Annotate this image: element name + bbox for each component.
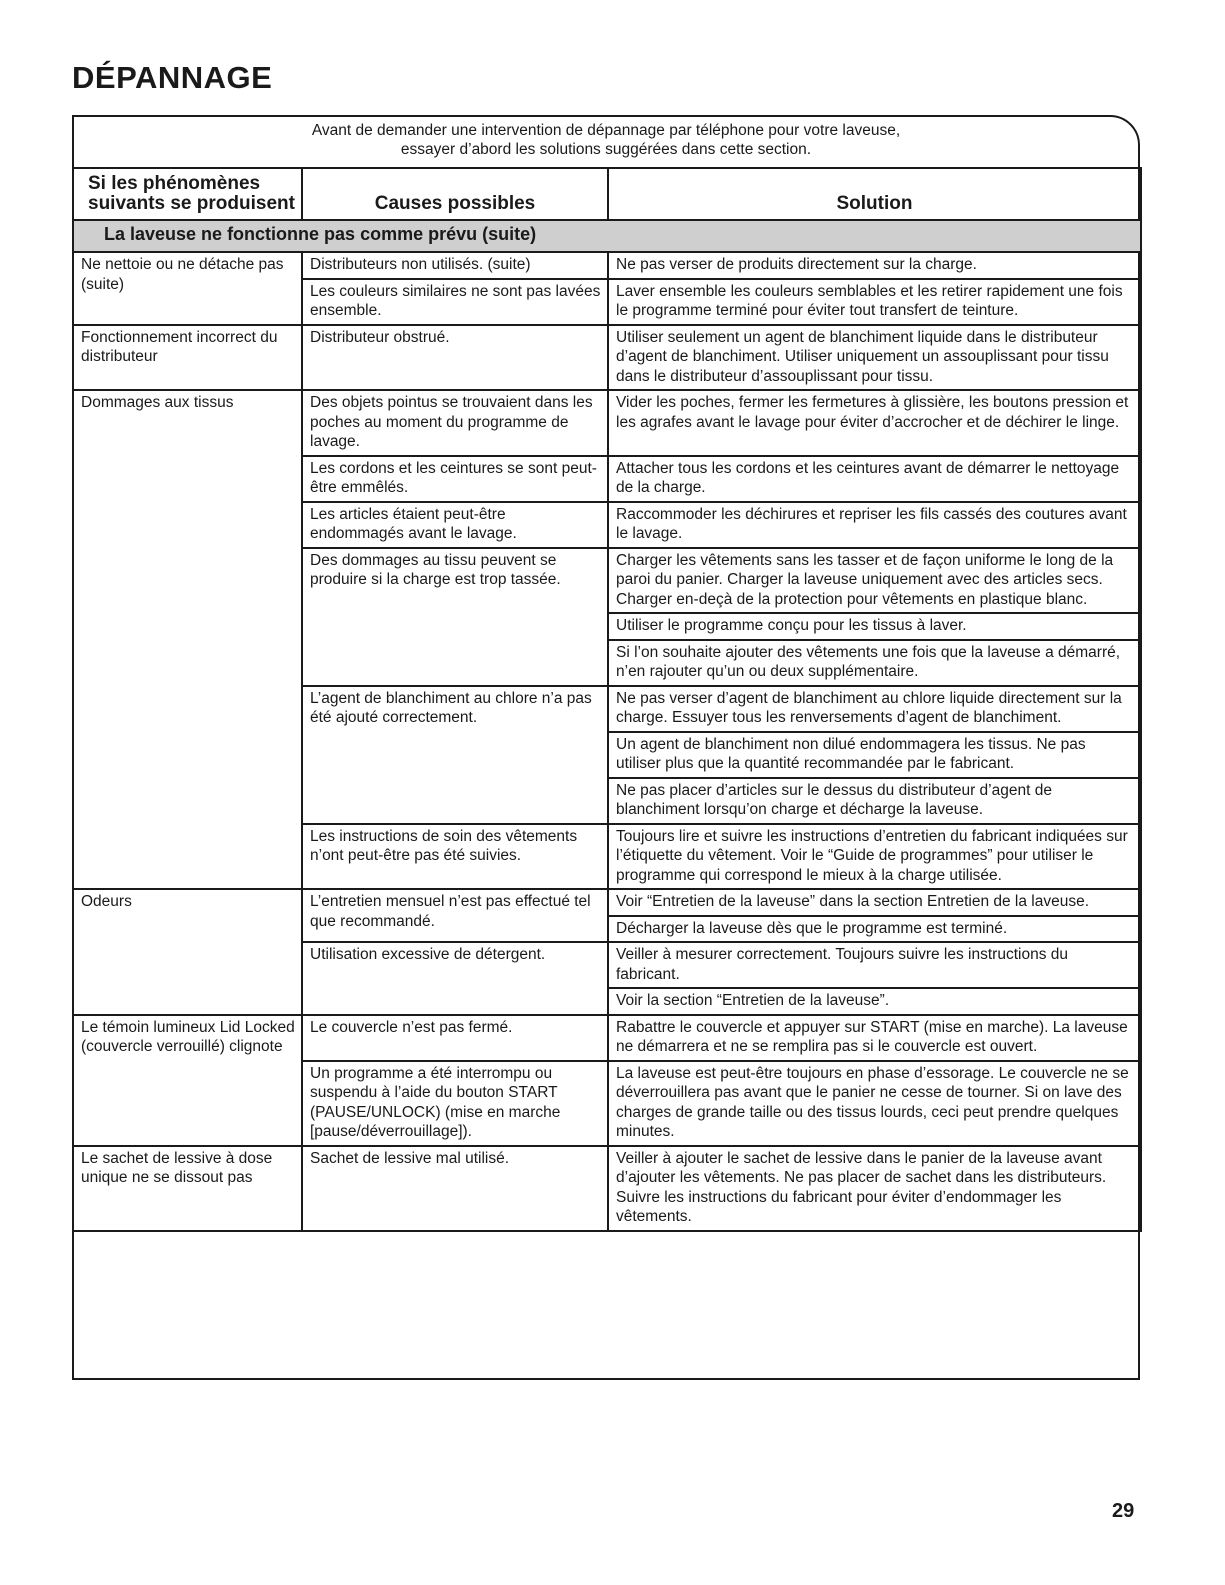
cause-cell: Les couleurs similaires ne sont pas lavées ensemble. bbox=[302, 279, 608, 325]
cause-cell: L’entretien mensuel n’est pas effectué tel que recommandé. bbox=[302, 889, 608, 942]
solution-cell: Décharger la laveuse dès que le programme est terminé. bbox=[608, 916, 1141, 943]
table-header-row bbox=[73, 168, 1141, 220]
solution-cell: Voir la section “Entretien de la laveuse”. bbox=[608, 988, 1141, 1015]
problem-cell: Ne nettoie ou ne détache pas (suite) bbox=[73, 252, 302, 325]
cause-cell: Des dommages au tissu peuvent se produire si la charge est trop tassée. bbox=[302, 548, 608, 686]
intro-line-1: Avant de demander une intervention de dépannage par téléphone pour votre laveuse, bbox=[311, 122, 901, 139]
solution-cell: Toujours lire et suivre les instructions d’entretien du fabricant indiquées sur l’étiquette du vêtement. Voir le “Guide de programmes” pour utiliser le programme qui correspond le mieux à la charge utilisée. bbox=[608, 824, 1141, 890]
intro-text bbox=[74, 121, 1138, 159]
page-number: 29 bbox=[1112, 1500, 1135, 1522]
solution-cell: Utiliser seulement un agent de blanchiment liquide dans le distributeur d’agent de blanchiment. Utiliser uniquement un assouplissant pour tissu dans le distributeur d’assouplissant pour tissu. bbox=[608, 325, 1141, 391]
header-cause: Causes possibles bbox=[302, 168, 608, 220]
table-row bbox=[73, 1015, 1141, 1061]
cause-cell: Les cordons et les ceintures se sont peut-être emmêlés. bbox=[302, 456, 608, 502]
section-row bbox=[73, 220, 1141, 252]
solution-cell: Si l’on souhaite ajouter des vêtements une fois que la laveuse a démarré, n’en rajouter qu’un ou deux supplémentaire. bbox=[608, 640, 1141, 686]
solution-cell: Attacher tous les cordons et les ceintures avant de démarrer le nettoyage de la charge. bbox=[608, 456, 1141, 502]
solution-cell: Laver ensemble les couleurs semblables et les retirer rapidement une fois le programme terminé pour éviter tout transfert de teinture. bbox=[608, 279, 1141, 325]
header-problem: Si les phénomènes suivants se produisent bbox=[73, 168, 302, 220]
solution-cell: Rabattre le couvercle et appuyer sur START (mise en marche). La laveuse ne démarrera et ne se remplira pas si le couvercle est ouvert. bbox=[608, 1015, 1141, 1061]
solution-cell: Vider les poches, fermer les fermetures à glissière, les boutons pression et les agrafes avant le lavage pour éviter d’accrocher et de déchirer le linge. bbox=[608, 390, 1141, 456]
troubleshooting-table bbox=[72, 167, 1142, 1232]
cause-cell: L’agent de blanchiment au chlore n’a pas été ajouté correctement. bbox=[302, 686, 608, 824]
cause-cell: Des objets pointus se trouvaient dans les poches au moment du programme de lavage. bbox=[302, 390, 608, 456]
table-row bbox=[73, 1146, 1141, 1231]
solution-cell: Un agent de blanchiment non dilué endommagera les tissus. Ne pas utiliser plus que la quantité recommandée par le fabricant. bbox=[608, 732, 1141, 778]
solution-cell: Charger les vêtements sans les tasser et de façon uniforme le long de la paroi du panier. Charger la laveuse uniquement avec des articles secs. Charger en-deçà de la protection pour vêtements en plastique blanc. bbox=[608, 548, 1141, 614]
cause-cell: Utilisation excessive de détergent. bbox=[302, 942, 608, 1015]
problem-cell: Le témoin lumineux Lid Locked (couvercle verrouillé) clignote bbox=[73, 1015, 302, 1146]
solution-cell: Ne pas verser d’agent de blanchiment au chlore liquide directement sur la charge. Essuyer tous les renversements d’agent de blanchiment. bbox=[608, 686, 1141, 732]
table-row bbox=[73, 889, 1141, 916]
solution-cell: Veiller à ajouter le sachet de lessive dans le panier de la laveuse avant d’ajouter les vêtements. Ne pas placer de sachet dans les distributeurs. Suivre les instructions du fabricant pour éviter d’endommager les vêtements. bbox=[608, 1146, 1141, 1231]
solution-cell: Voir “Entretien de la laveuse” dans la section Entretien de la laveuse. bbox=[608, 889, 1141, 916]
intro-line-2: essayer d’abord les solutions suggérées dans cette section. bbox=[400, 141, 812, 158]
cause-cell: Distributeurs non utilisés. (suite) bbox=[302, 252, 608, 279]
table-row bbox=[73, 325, 1141, 391]
solution-cell: La laveuse est peut-être toujours en phase d’essorage. Le couvercle ne se déverrouillera pas avant que le panier ne cesse de tourner. Si on lave des charges de grande taille ou des tissus lourds, ceci peut prendre quelques minutes. bbox=[608, 1061, 1141, 1146]
problem-cell: Odeurs bbox=[73, 889, 302, 1015]
section-label: La laveuse ne fonctionne pas comme prévu (suite) bbox=[73, 220, 1141, 252]
cause-cell: Les instructions de soin des vêtements n’ont peut-être pas été suivies. bbox=[302, 824, 608, 890]
page-title: DÉPANNAGE bbox=[72, 60, 273, 95]
solution-cell: Ne pas verser de produits directement sur la charge. bbox=[608, 252, 1141, 279]
solution-cell: Raccommoder les déchirures et repriser les fils cassés des coutures avant le lavage. bbox=[608, 502, 1141, 548]
cause-cell: Le couvercle n’est pas fermé. bbox=[302, 1015, 608, 1061]
problem-cell: Le sachet de lessive à dose unique ne se dissout pas bbox=[73, 1146, 302, 1231]
solution-cell: Utiliser le programme conçu pour les tissus à laver. bbox=[608, 613, 1141, 640]
solution-cell: Ne pas placer d’articles sur le dessus du distributeur d’agent de blanchiment lorsqu’on charge et décharge la laveuse. bbox=[608, 778, 1141, 824]
cause-cell: Un programme a été interrompu ou suspendu à l’aide du bouton START (PAUSE/UNLOCK) (mise en marche [pause/déverrouillage]). bbox=[302, 1061, 608, 1146]
table-row bbox=[73, 390, 1141, 456]
cause-cell: Les articles étaient peut-être endommagés avant le lavage. bbox=[302, 502, 608, 548]
solution-cell: Veiller à mesurer correctement. Toujours suivre les instructions du fabricant. bbox=[608, 942, 1141, 988]
problem-cell: Fonctionnement incorrect du distributeur bbox=[73, 325, 302, 391]
header-solution: Solution bbox=[608, 168, 1141, 220]
cause-cell: Sachet de lessive mal utilisé. bbox=[302, 1146, 608, 1231]
table-row bbox=[73, 252, 1141, 279]
cause-cell: Distributeur obstrué. bbox=[302, 325, 608, 391]
problem-cell: Dommages aux tissus bbox=[73, 390, 302, 889]
